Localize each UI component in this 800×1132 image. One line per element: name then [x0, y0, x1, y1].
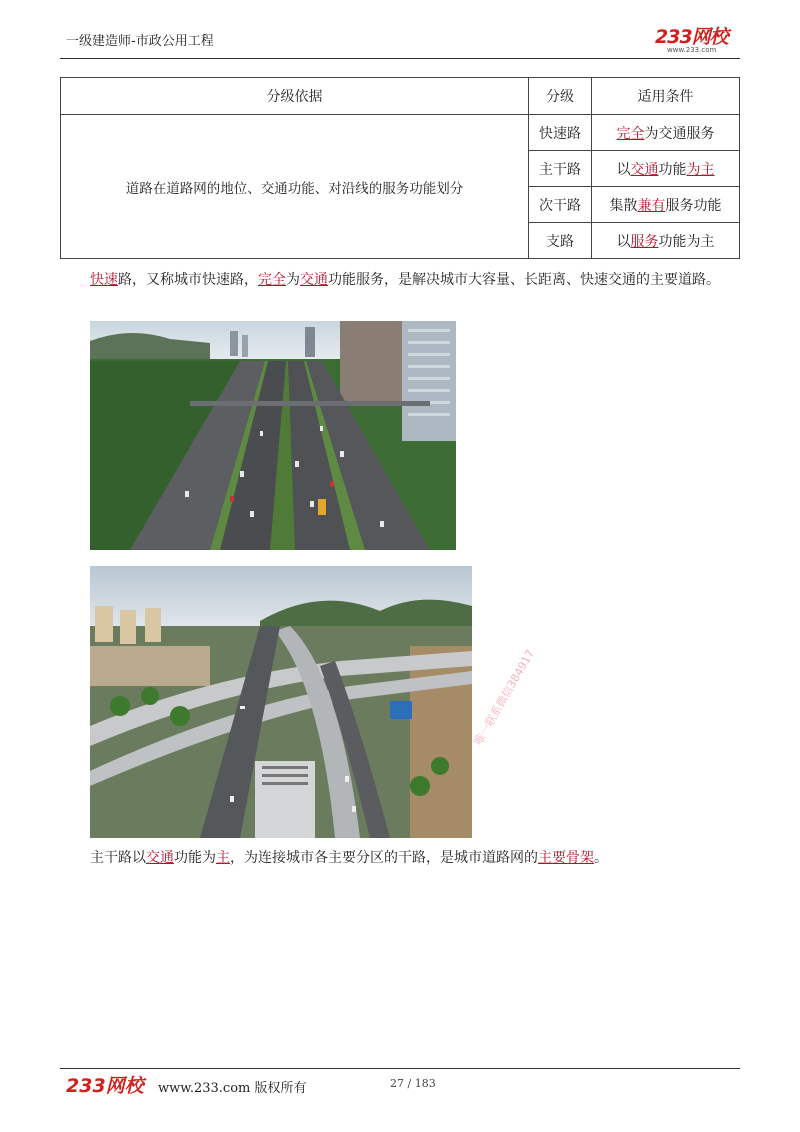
text-segment: ，为连接城市各主要分区的干路，是城市道路网的	[230, 850, 538, 866]
highlighted-term: 兼有	[637, 197, 666, 214]
classification-table	[60, 77, 740, 259]
grade-cell: 快速路	[529, 115, 592, 151]
highlighted-term: 快速	[90, 272, 118, 288]
text-segment: 功能服务，是解决城市大容量、长距离、快速交通的主要道路。	[328, 272, 720, 288]
header-title: 一级建造师-市政公用工程	[66, 34, 214, 49]
text-segment: 服务功能	[665, 197, 722, 214]
header-condition: 适用条件	[592, 78, 740, 115]
text-segment: 以	[616, 233, 631, 250]
expressway-paragraph	[60, 268, 740, 292]
text-segment: 路，又称城市快速路，	[118, 272, 258, 288]
header-grade: 分级	[529, 78, 592, 115]
grade-cell: 主干路	[529, 151, 592, 187]
footer-divider	[60, 1068, 740, 1069]
interchange-photo	[90, 566, 472, 838]
text-segment: 集散	[609, 197, 638, 214]
text-segment: 为交通服务	[644, 125, 715, 142]
highlighted-term: 交通	[300, 272, 328, 288]
text-segment: 。	[594, 850, 608, 866]
text-segment: 为	[286, 272, 300, 288]
basis-cell: 道路在道路网的地位、交通功能、对沿线的服务功能划分	[61, 115, 529, 259]
table-row	[61, 115, 740, 151]
logo-url: www.233.com	[667, 46, 717, 54]
footer-copyright: www.233.com 版权所有	[158, 1081, 307, 1096]
header-divider	[60, 58, 740, 59]
highlighted-term: 主要骨架	[538, 850, 594, 866]
condition-cell	[592, 115, 740, 151]
text-segment: 主干路以	[90, 850, 146, 866]
text-segment: 功能为主	[658, 233, 715, 250]
text-segment: 功能为	[174, 850, 216, 866]
text-segment: 以	[616, 161, 631, 178]
expressway-photo	[90, 321, 456, 550]
grade-cell: 次干路	[529, 187, 592, 223]
grade-cell: 支路	[529, 223, 592, 259]
header-basis: 分级依据	[61, 78, 529, 115]
condition-cell	[592, 151, 740, 187]
text-segment: 功能	[658, 161, 687, 178]
table-header-row	[61, 78, 740, 115]
highlighted-term: 完全	[258, 272, 286, 288]
highlighted-term: 服务	[630, 233, 659, 250]
highlighted-term: 为主	[686, 161, 715, 178]
highlighted-term: 完全	[616, 125, 645, 142]
logo-text: 233网校	[655, 26, 728, 48]
brand-logo[interactable]	[655, 22, 728, 54]
highlighted-term: 交通	[630, 161, 659, 178]
highlighted-term: 主	[216, 850, 230, 866]
highlighted-term: 交通	[146, 850, 174, 866]
page-number: 27 / 183	[390, 1077, 436, 1090]
condition-cell	[592, 187, 740, 223]
condition-cell	[592, 223, 740, 259]
footer-logo[interactable]: 233网校	[66, 1075, 144, 1097]
watermark-text: 唯一联系微信384917	[471, 647, 537, 748]
arterial-road-paragraph	[90, 846, 740, 870]
